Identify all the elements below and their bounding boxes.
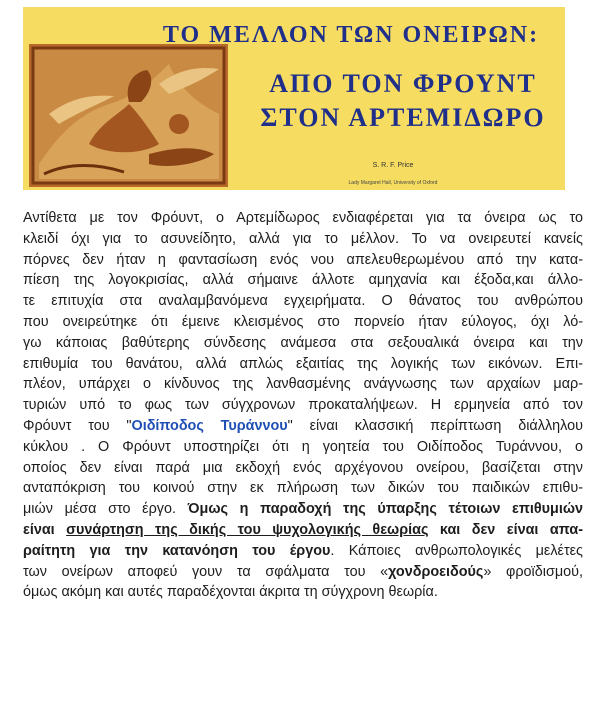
text-line [23,520,583,541]
banner-title: ΤΟ ΜΕΛΛΟΝ ΤΩΝ ΟΝΕΙΡΩΝ: [162,22,540,48]
text-line: πόρνες δεν ήταν η φαντασίωση ενός νου απελευθερωμένου από την κατα- [23,251,583,268]
text-line [23,541,583,562]
text-span: " είναι κλασσική περίπτωση διάλληλου [287,417,583,434]
oidipodos-tyrannou-link[interactable]: Οιδίποδος Τυράννου [131,417,288,434]
text-line: τε επιτυχία στα αναλαμβανόμενα εγχειρήματα. Ο θάνατος του ανθρώπου [23,293,583,310]
text-line: γω κάποιας βαθύτερης σύνδεσης ανάμεσα στα σεξουαλικά όνειρα και την [23,334,583,351]
text-line: όμως ακόμη και αυτές παραδέχονται άκριτα τη σύγχρονη θεωρία. [23,584,438,601]
bold-text: Όμως η παραδοχή της ύπαρξης τέτοιων επιθυμιών [187,501,583,518]
text-line [23,416,583,437]
relief-sculpture-image [29,44,228,187]
text-line: Αντίθετα με τον Φρόυντ, ο Αρτεμίδωρος ενδιαφέρεται για τα όνειρα ως το [23,210,583,226]
text-line: κλειδί όχι για το ασυνείδητο, αλλά για το μέλλον. Το να ονειρευτεί κανείς [23,230,583,247]
article-body [23,208,583,603]
text-line [23,499,583,520]
banner-subtitle-line-1: ΑΠΟ ΤΟΝ ΦΡΟΥΝΤ [269,69,537,98]
text-line: πλέον, υπάρχει ο κίνδυνος της λανθασμένης ανάγνωσης των αρχαίων μαρ- [23,376,583,393]
bold-underlined-text: συνάρτηση της δικής του ψυχολογικής θεωρίας [66,521,429,538]
text-span: μιών μέσα στο έργο. [23,501,188,518]
text-span: . Κάποιες ανθρωπολογικές μελέτες [330,542,583,559]
bold-text: ραίτητη για την κατανόηση του έργου [23,542,331,559]
text-line: κύκλου . Ο Φρόυντ υποστηρίζει ότι η γοητεία του Οιδίποδος Τυράννου, ο [23,438,583,455]
bold-text: είναι [23,521,67,538]
banner-author: S. R. F. Price [372,162,414,169]
text-line: πίεση της λογοκρισίας, αλλά σήμαινε άλλοτε αμηχανία και έξοδα,και άλλο- [23,272,583,289]
text-line: που ονειρεύτηκε ότι έμεινε κλεισμένος στο πορνείο ήταν εύλογος, όχι λό- [23,313,583,330]
bold-text: και δεν είναι απα- [428,521,583,538]
text-line: επιθυμία του θανάτου, αλλά απλώς εξαιτίας της λογικής των εικόνων. Επι- [23,355,583,372]
header-banner [23,7,565,190]
text-line [23,562,583,583]
text-span: » φροϊδισμού, [483,563,583,580]
banner-affiliation: Lady Margaret Hall, University of Oxford [348,180,438,186]
banner-subtitle-line-2: ΣΤΟΝ ΑΡΤΕΜΙΔΩΡΟ [260,103,546,132]
bold-text: χονδροειδούς [388,563,484,580]
banner-subtitle [253,67,553,135]
text-line: ανταπόκριση του κοινού στην εκ πλήρωση των δικών του παιδικών επιθυ- [23,480,583,497]
text-line: τυριών υπό το φως των σύγχρονων προκαταλήψεων. Η ερμηνεία από τον [23,397,583,414]
article-paragraph [23,208,583,603]
text-span: Φρόυντ του " [23,417,132,434]
text-line: οποίος δεν είναι παρά μια εκδοχή ενός αρχέγονου ονείρου, βασίζεται στην [23,459,583,476]
text-span: των ονείρων αποφεύ γουν τα σφάλματα του « [23,563,389,580]
